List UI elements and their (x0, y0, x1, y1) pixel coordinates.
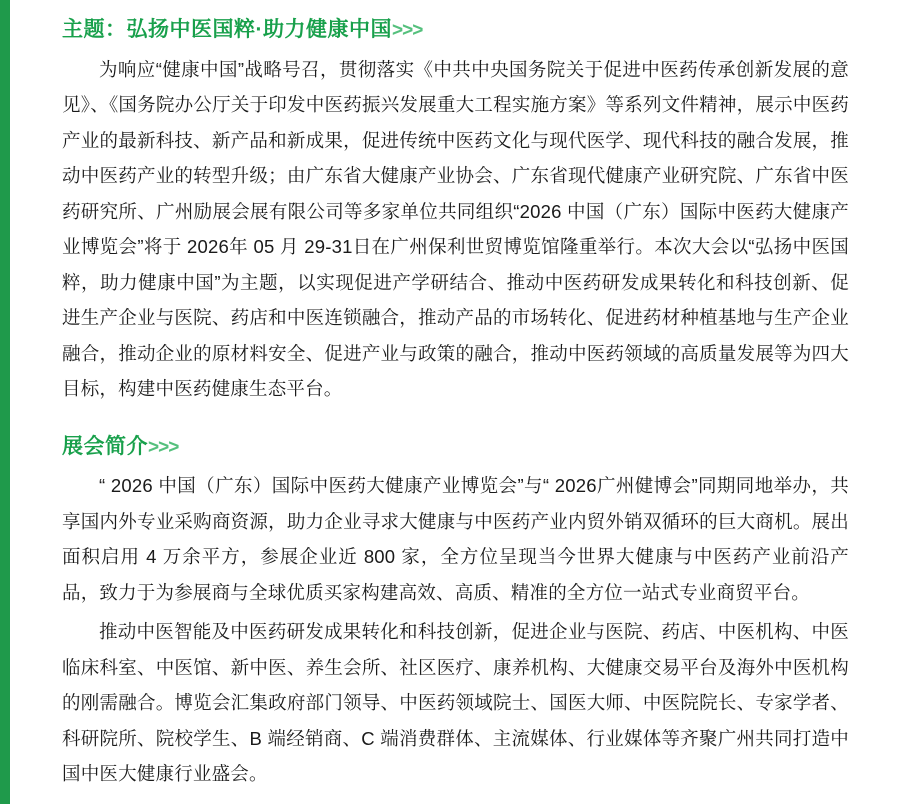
paragraph-theme-body: 为响应“健康中国”战略号召，贯彻落实《中共中央国务院关于促进中医药传承创新发展的意见》、《国务院办公厅关于印发中医药振兴发展重大工程实施方案》等系列文件精神，展示中医药产业的最新科技、新产品和新成果，促进传统中医药文化与现代医学、现代科技的融合发展，推动中医药产业的转型升级；由广东省大健康产业协会、广东省现代健康产业研究院、广东省中医药研究所、广州励展会展有限公司等多家单位共同组织“2026 中国（广东）国际中医药大健康产业博览会”将于 2026年 05 月 29-31日在广州保利世贸博览馆隆重举行。本次大会以“弘扬中医国粹，助力健康中国”为主题，以实现促进产学研结合、推动中医药研发成果转化和科技创新、促进生产企业与医院、药店和中医连锁融合，推动产品的市场转化、促进药材种植基地与生产企业融合，推动企业的原材料安全、促进产业与政策的融合，推动中医药领域的高质量发展等为四大目标，构建中医药健康生态平台。 (62, 58, 849, 400)
heading-arrows-icon-2: >>> (148, 436, 179, 458)
section-heading-intro-text: 展会简介 (62, 434, 148, 458)
paragraph-intro-body-1: “ 2026 中国（广东）国际中医药大健康产业博览会”与“ 2026广州健博会”同期同地举办，共享国内外专业采购商资源，助力企业寻求大健康与中医药产业内贸外销双循环的巨大商机。展出面积启用 4 万余平方，参展企业近 800 家，全方位呈现当今世界大健康与中医药产业前沿产品，致力于为参展商与全球优质买家构建高效、高质、精准的全方位一站式专业商贸平台。 (62, 475, 849, 603)
left-accent-bar (0, 0, 10, 804)
heading-arrows-icon: >>> (392, 20, 423, 41)
section-heading-theme (62, 14, 849, 46)
section-spacer (62, 407, 849, 429)
section-heading-intro (62, 431, 849, 463)
paragraph-intro-body-2: 推动中医智能及中医药研发成果转化和科技创新，促进企业与医院、药店、中医机构、中医临床科室、中医馆、新中医、养生会所、社区医疗、康养机构、大健康交易平台及海外中医机构的刚需融合。博览会汇集政府部门领导、中医药领域院士、国医大师、中医院院长、专家学者、科研院所、院校学生、B 端经销商、C 端消费群体、主流媒体、行业媒体等齐聚广州共同打造中国中医大健康行业盛会。 (62, 621, 849, 785)
section-heading-theme-text: 主题：弘扬中医国粹·助力健康中国 (62, 18, 392, 41)
